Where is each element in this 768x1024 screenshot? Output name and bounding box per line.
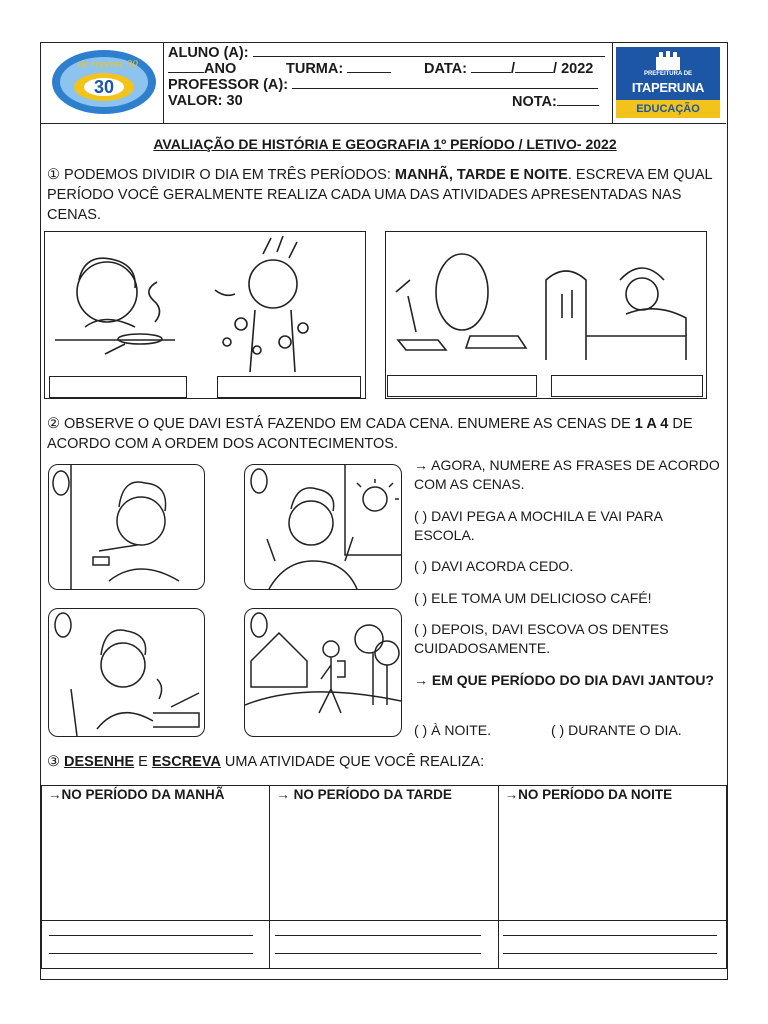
ano-label: ANO	[204, 61, 237, 77]
statement-1: ( ) DAVI PEGA A MOCHILA E VAI PARA ESCOLA.	[414, 508, 663, 543]
question-2	[47, 414, 727, 454]
eating-bathing-illustration	[45, 232, 365, 398]
school-logo	[48, 47, 160, 117]
question-3-rest: UMA ATIVIDADE QUE VOCÊ REALIZA:	[220, 754, 485, 770]
turma-label: TURMA:	[286, 61, 344, 77]
question-2-bold: 1 A 4	[634, 416, 669, 432]
davi-scene-breakfast	[48, 608, 205, 737]
data-day-field[interactable]	[471, 60, 511, 73]
valor-label: VALOR: 30	[168, 93, 243, 109]
studying-sleeping-illustration	[386, 232, 706, 398]
header-divider	[41, 123, 726, 124]
morning-header: →NO PERÍODO DA MANHÃ	[48, 787, 225, 802]
brand-name: ITAPERUNA	[631, 80, 705, 95]
night-header: →NO PERÍODO DA NOITE	[504, 787, 673, 802]
statement-3: ( ) ELE TOMA UM DELICIOSO CAFÉ!	[414, 590, 652, 606]
question-3-word-2: ESCREVA	[151, 754, 221, 770]
scene-group-left	[44, 231, 366, 399]
question-2-text-b: DE ACORDO COM A ORDEM DOS ACONTECIMENTOS.	[47, 416, 693, 452]
data-label: DATA:	[424, 61, 467, 77]
dinner-question: → EM QUE PERÍODO DO DIA DAVI JANTOU?	[414, 672, 714, 688]
nota-label: NOTA:	[512, 94, 557, 110]
question-3-mid: E	[134, 754, 152, 770]
question-2-instruction: → AGORA, NUMERE AS FRASES DE ACORDO COM AS CENAS.	[414, 457, 720, 492]
writing-line	[275, 935, 481, 936]
writing-line	[275, 953, 481, 954]
afternoon-writing-cell[interactable]	[270, 921, 498, 969]
brushing-teeth-illustration	[49, 465, 204, 589]
answer-box-scene-3[interactable]	[387, 375, 537, 397]
data-month-field[interactable]	[515, 60, 553, 73]
activity-table	[41, 785, 727, 969]
statement-4: ( ) DEPOIS, DAVI ESCOVA OS DENTES CUIDADOSAMENTE.	[414, 621, 669, 656]
question-1-text-b: . ESCREVA EM QUAL PERÍODO VOCÊ GERALMENTE REALIZA CADA UMA DAS ATIVIDADES APRESENTADAS NAS CENAS.	[47, 167, 713, 223]
page-title: AVALIAÇÃO DE HISTÓRIA E GEOGRAFIA 1º PERÍODO / LETIVO- 2022	[153, 136, 617, 152]
worksheet-page	[40, 42, 728, 980]
going-to-school-illustration	[245, 609, 401, 736]
afternoon-drawing-cell[interactable]	[270, 786, 498, 921]
professor-field[interactable]	[292, 76, 598, 89]
aluno-field[interactable]	[253, 44, 605, 57]
year-label: / 2022	[553, 61, 594, 77]
option-night: ( ) À NOITE.	[414, 722, 491, 738]
answer-box-scene-1[interactable]	[49, 376, 187, 398]
night-writing-cell[interactable]	[498, 921, 726, 969]
option-day: ( ) DURANTE O DIA.	[551, 722, 682, 738]
waking-up-illustration	[245, 465, 401, 589]
svg-text:de repente 30: de repente 30	[78, 58, 138, 70]
scene-group-right	[385, 231, 707, 399]
question-1-number: ①	[47, 167, 60, 183]
question-2-text-a: OBSERVE O QUE DAVI ESTÁ FAZENDO EM CADA CENA. ENUMERE AS CENAS DE	[64, 416, 635, 432]
turma-field[interactable]	[347, 60, 391, 73]
nota-field[interactable]	[557, 93, 599, 106]
professor-label: PROFESSOR (A):	[168, 77, 289, 93]
question-1-bold: MANHÃ, TARDE E NOITE	[394, 167, 568, 183]
coat-of-arms-icon	[654, 51, 682, 71]
writing-line	[49, 953, 253, 954]
davi-scene-school	[244, 608, 402, 737]
writing-line	[503, 953, 717, 954]
question-3-number: ③	[47, 754, 60, 770]
svg-text:30: 30	[93, 77, 115, 97]
answer-box-scene-4[interactable]	[551, 375, 703, 397]
davi-scene-brushing	[48, 464, 205, 590]
brand-dept: EDUCAÇÃO	[616, 100, 720, 118]
writing-line	[503, 935, 717, 936]
statement-2: ( ) DAVI ACORDA CEDO.	[414, 558, 574, 574]
ano-field[interactable]	[168, 60, 204, 73]
question-2-number: ②	[47, 416, 60, 432]
afternoon-header: → NO PERÍODO DA TARDE	[276, 787, 452, 802]
question-3-word-1: DESENHE	[64, 754, 135, 770]
question-1-text-a: PODEMOS DIVIDIR O DIA EM TRÊS PERÍODOS:	[64, 167, 395, 183]
writing-line	[49, 935, 253, 936]
night-drawing-cell[interactable]	[498, 786, 726, 921]
aluno-label: ALUNO (A):	[168, 45, 249, 61]
question-3	[47, 752, 727, 772]
breakfast-illustration	[49, 609, 204, 736]
morning-drawing-cell[interactable]	[42, 786, 270, 921]
morning-writing-cell[interactable]	[42, 921, 270, 969]
question-1	[47, 165, 727, 225]
answer-box-scene-2[interactable]	[217, 376, 361, 398]
city-brand-logo	[616, 47, 720, 118]
davi-scene-waking	[244, 464, 402, 590]
brand-prefix: PREFEITURA DE	[643, 71, 693, 77]
student-info-box: ALUNO (A): ANO TURMA: DATA: / / 2022 PROFESSOR (A): VALOR: 30 NOTA:	[163, 43, 613, 123]
